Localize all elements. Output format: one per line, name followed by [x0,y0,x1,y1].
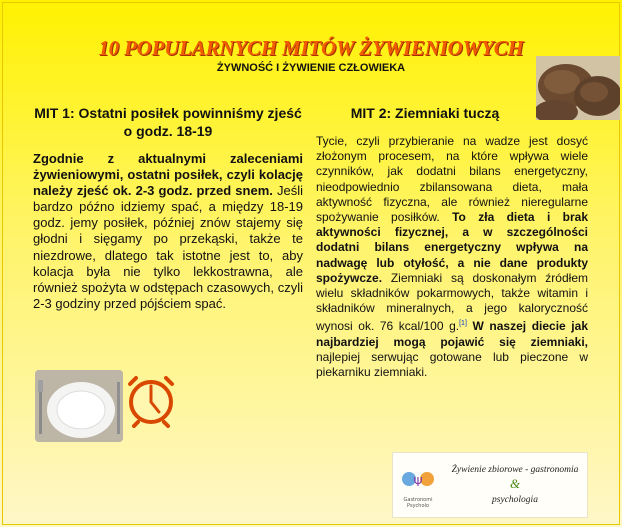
myth-2-body-1: Tycie, czyli przybieranie na wadze jest dosyć złożonym procesem, na które wpływa wiele czynników, jak dodatni bilans energetyczny, nieodpowiednio zbilansowana dieta, mała aktywność fizyczna, ale również nieregularne spożywanie posiłków. [316,134,588,225]
myth-1-title: MIT 1: Ostatni posiłek powinniśmy zjeść o godz. 18-19 [34,105,302,139]
myth-2-title: MIT 2: Ziemniaki tuczą [350,105,500,121]
logo-icon [393,453,443,519]
logo-line-3: psychologia [492,495,538,505]
page-title: 10 POPULARNYCH MITÓW ŻYWIENIOWYCH [98,36,524,60]
reference-link[interactable]: [1] [459,320,467,328]
logo-text [443,463,587,507]
myth-2-bold-2: W naszej diecie jak najbardziej mogą pojawić się ziemniaki, [316,319,588,349]
myth-2-body-3: najlepiej serwując gotowane lub pieczone w piekarniku ziemniaki. [316,349,588,380]
svg-text:Ψ: Ψ [413,475,423,489]
svg-text:Gastronomi: Gastronomi [403,497,433,503]
myth-1-body-text: Jeśli bardzo późno idziemy spać, a między 18-19 godz. jemy posiłek, później znów stajemy się głodni i sięgamy po przekąski, także te niezdrowe, dlatego tak istotne jest to, aby kolacja była nie tylko lekkostrawna, ale również spożyta w odstępach czasowych, czyli 2-3 godziny przed pójściem spać. [33,183,303,311]
potatoes-photo [536,56,620,120]
myth-2-text [316,134,588,380]
myth-1-bold-text: Zgodnie z aktualnymi zaleceniami żywieniowymi, ostatni posiłek, czyli kolację należy zjeść ok. 2-3 godz. przed snem. [33,151,303,199]
logo-ampersand: & [509,476,521,491]
page-subtitle: ŻYWNOŚĆ I ŻYWIENIE CZŁOWIEKA [216,62,406,74]
myth-2-body-2: Ziemniaki są doskonałym źródłem wielu składników pokarmowych, także witamin i składników mineralnych, a jego kaloryczność wynosi ok. 76 kcal/100 g. [316,270,588,334]
myth-2-bold-1: To zła dieta i brak aktywności fizycznej, a w szczególności dodatni bilans energetyczny wpływa na nadwagę lub otyłość, a nie dane produkty spożywcze. [316,210,588,285]
clock-icon [126,372,176,428]
myth-1-text [33,151,303,312]
plate-icon [35,370,123,442]
footer-logo [392,452,588,518]
logo-line-1: Żywienie zbiorowe - gastronomia [451,465,579,475]
svg-text:Psycholo: Psycholo [407,503,429,509]
